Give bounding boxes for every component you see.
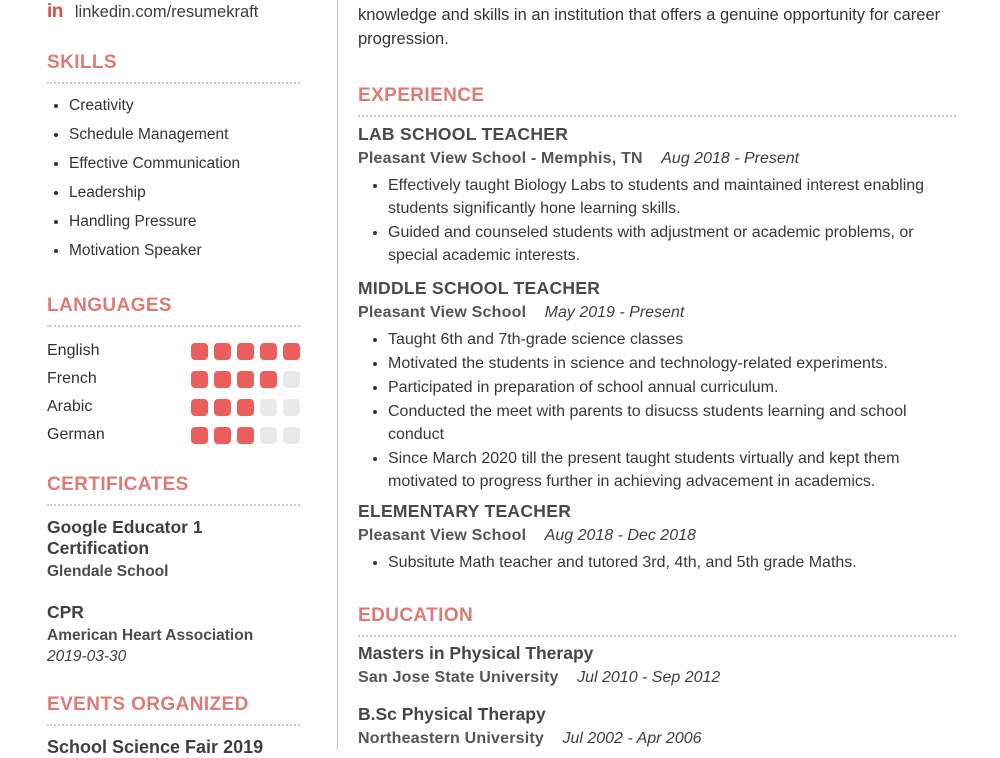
contact-linkedin	[47, 1, 258, 23]
language-row	[47, 365, 300, 393]
certificate-item	[47, 517, 300, 581]
language-name: English	[47, 342, 100, 359]
job-bullets	[358, 551, 956, 574]
job-dates: May 2019 - Present	[544, 304, 685, 321]
job-company: Pleasant View School	[358, 527, 527, 544]
section-languages	[47, 295, 300, 449]
experience-entry	[358, 124, 956, 268]
language-level-square	[283, 399, 300, 416]
job-title: MIDDLE SCHOOL TEACHER	[358, 278, 601, 298]
bullet-item: • Guided and counseled students with adjustment or academic problems, or special academic interests.	[388, 221, 956, 267]
language-level-square	[191, 371, 208, 388]
degree-subline	[358, 728, 956, 749]
language-level-square	[191, 343, 208, 360]
section-events	[47, 694, 300, 758]
language-level-meter	[191, 427, 300, 444]
language-level-square	[283, 343, 300, 360]
language-level-square	[260, 399, 277, 416]
language-level-square	[214, 399, 231, 416]
section-education	[358, 605, 956, 637]
bullet-item: • Motivated the students in science and technology-related experiments.	[388, 352, 956, 375]
event-item: School Science Fair 2019	[47, 737, 264, 757]
skill-item: • Effective Communication	[69, 154, 300, 173]
language-level-square	[237, 427, 254, 444]
linkedin-icon: in	[47, 1, 63, 22]
experience-rule	[358, 115, 956, 117]
skills-rule	[47, 82, 300, 84]
job-company: Pleasant View School	[358, 304, 527, 321]
experience-entry	[358, 501, 956, 575]
bullet-item: • Conducted the meet with parents to disucss students learning and school conduct	[388, 400, 956, 446]
job-subline	[358, 525, 956, 546]
language-level-square	[237, 343, 254, 360]
certificate-name: Google Educator 1 Certification	[47, 517, 203, 558]
language-level-meter	[191, 399, 300, 416]
language-level-square	[283, 371, 300, 388]
language-level-square	[214, 427, 231, 444]
certificates-heading: CERTIFICATES	[47, 474, 189, 495]
education-heading: EDUCATION	[358, 605, 474, 626]
job-title: ELEMENTARY TEACHER	[358, 501, 572, 521]
education-entry	[358, 643, 956, 688]
languages-heading: LANGUAGES	[47, 295, 172, 316]
certificate-date: 2019-03-30	[47, 648, 127, 665]
skill-item: • Motivation Speaker	[69, 241, 300, 260]
events-rule	[47, 724, 300, 726]
language-level-square	[214, 343, 231, 360]
language-level-square	[191, 399, 208, 416]
events-heading: EVENTS ORGANIZED	[47, 694, 249, 715]
language-name: French	[47, 370, 97, 387]
degree-dates: Jul 2002 - Apr 2006	[562, 730, 702, 747]
degree-name: B.Sc Physical Therapy	[358, 704, 546, 724]
language-level-meter	[191, 371, 300, 388]
bullet-item: • Participated in preparation of school annual curriculum.	[388, 376, 956, 399]
language-level-meter	[191, 343, 300, 360]
skill-item: • Creativity	[69, 96, 300, 115]
language-row	[47, 421, 300, 449]
certificate-name: CPR	[47, 602, 84, 622]
language-row	[47, 393, 300, 421]
language-level-square	[191, 427, 208, 444]
section-certificates	[47, 474, 300, 666]
skill-item: • Schedule Management	[69, 125, 300, 144]
language-level-square	[237, 371, 254, 388]
skill-item: • Handling Pressure	[69, 212, 300, 231]
column-divider	[337, 0, 338, 750]
job-bullets	[358, 328, 956, 493]
section-experience	[358, 85, 956, 117]
certificates-rule	[47, 504, 300, 506]
education-rule	[358, 635, 956, 637]
skills-list	[47, 96, 300, 260]
education-entry	[358, 704, 956, 749]
language-level-square	[260, 427, 277, 444]
certificate-issuer: American Heart Association	[47, 627, 254, 644]
language-level-square	[237, 399, 254, 416]
degree-subline	[358, 667, 956, 688]
languages-rule	[47, 325, 300, 327]
degree-school: Northeastern University	[358, 730, 544, 747]
main-column	[358, 0, 956, 750]
experience-heading: EXPERIENCE	[358, 85, 485, 106]
job-dates: Aug 2018 - Dec 2018	[544, 527, 696, 544]
degree-school: San Jose State University	[358, 669, 559, 686]
certificate-issuer: Glendale School	[47, 563, 169, 580]
skills-heading: SKILLS	[47, 52, 117, 73]
job-bullets	[358, 174, 956, 267]
skill-item: • Leadership	[69, 183, 300, 202]
job-dates: Aug 2018 - Present	[661, 150, 800, 167]
language-level-square	[260, 371, 277, 388]
language-name: German	[47, 426, 105, 443]
language-level-square	[260, 343, 277, 360]
sidebar	[47, 0, 300, 757]
language-level-square	[214, 371, 231, 388]
job-subline	[358, 302, 956, 323]
certificate-item	[47, 602, 300, 666]
job-subline	[358, 148, 956, 169]
degree-dates: Jul 2010 - Sep 2012	[577, 669, 721, 686]
languages-list	[47, 337, 300, 449]
bullet-item: • Since March 2020 till the present taught students virtually and kept them motivated to progress further in achieving advacement in academics.	[388, 447, 956, 493]
bullet-item: • Taught 6th and 7th-grade science classes	[388, 328, 956, 351]
job-title: LAB SCHOOL TEACHER	[358, 124, 569, 144]
language-level-square	[283, 427, 300, 444]
section-skills	[47, 52, 300, 270]
experience-entry	[358, 278, 956, 494]
bullet-item: • Subsitute Math teacher and tutored 3rd, 4th, and 5th grade Maths.	[388, 551, 956, 574]
degree-name: Masters in Physical Therapy	[358, 643, 594, 663]
language-name: Arabic	[47, 398, 93, 415]
bullet-item: • Effectively taught Biology Labs to students and maintained interest enabling students significantly hone learning skills.	[388, 174, 956, 220]
job-company: Pleasant View School - Memphis, TN	[358, 150, 643, 167]
language-row	[47, 337, 300, 365]
summary-text: knowledge and skills in an institution that offers a genuine opportunity for career progression.	[358, 6, 941, 48]
linkedin-link[interactable]: linkedin.com/resumekraft	[74, 2, 259, 21]
